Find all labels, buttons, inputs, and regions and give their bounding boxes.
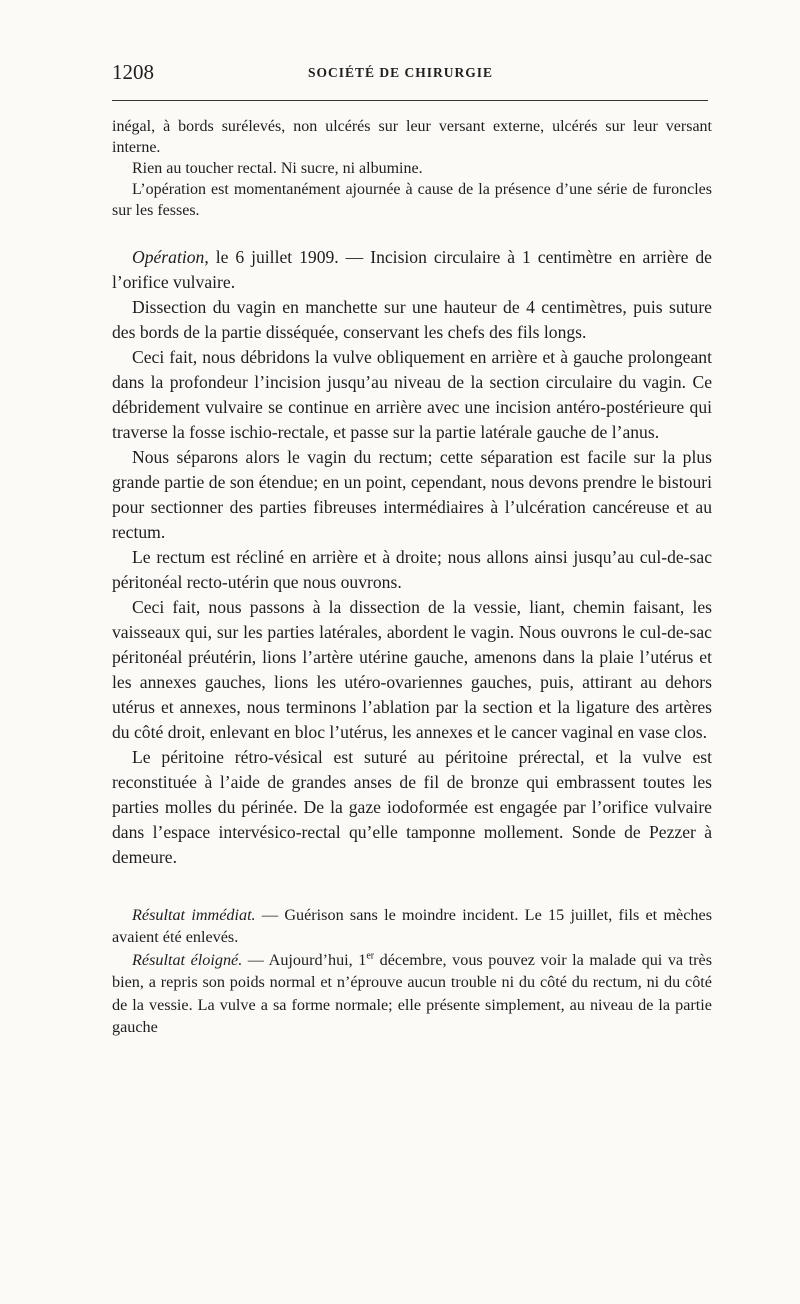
paragraph: Le péritoine rétro-vésical est suturé au péritoine prérectal, et la vulve est reconstituée à l’aide de grandes anses de fil de bronze qui embrassent toutes les parties molles du périnée. De la gaze iodoformée est engagée par l’orifice vulvaire dans l’espace intervésico-rectal qu’elle tamponne mollement. Sonde de Pezzer à demeure. bbox=[112, 747, 712, 867]
results-section bbox=[112, 904, 712, 1038]
header-rule bbox=[112, 100, 708, 101]
paragraph: Le rectum est récliné en arrière et à droite; nous allons ainsi jusqu’au cul-de-sac péritonéal recto-utérin que nous ouvrons. bbox=[112, 547, 712, 592]
running-title: SOCIÉTÉ DE CHIRURGIE bbox=[308, 65, 494, 80]
paragraph: Ceci fait, nous débridons la vulve obliquement en arrière et à gauche prolongeant dans la profondeur l’incision jusqu’au niveau de la section circulaire du vagin. Ce débridement vulvaire se continue en arrière avec une incision antéro-postérieure qui traverse la fosse ischio-rectale, et passe sur la partie latérale gauche de l’anus. bbox=[112, 347, 712, 442]
page-number: 1208 bbox=[112, 60, 154, 84]
paragraph: inégal, à bords surélevés, non ulcérés sur leur versant externe, ulcérés sur leur versant interne. bbox=[112, 118, 712, 156]
paragraph bbox=[112, 904, 712, 949]
page-header bbox=[112, 60, 712, 90]
paragraph: Rien au toucher rectal. Ni sucre, ni albumine. bbox=[132, 160, 423, 177]
result-remote-label: Résultat éloigné. bbox=[132, 950, 243, 969]
paragraph-text: décembre, vous pouvez voir la malade qui va très bien, a repris son poids normal et n’éprouve aucun trouble ni du côté du rectum, ni du côté de la vessie. La vulve a sa forme normale; elle présente simplement, au niveau de la partie gauche bbox=[112, 950, 712, 1037]
operation-heading: Opération bbox=[132, 247, 205, 267]
paragraph bbox=[112, 245, 712, 295]
case-observations bbox=[112, 116, 712, 221]
page-body bbox=[112, 116, 712, 1038]
result-immediate-label: Résultat immédiat. bbox=[132, 906, 256, 924]
operation-section bbox=[112, 245, 712, 870]
paragraph-text: , le 6 juillet 1909. — Incision circulaire à 1 centimètre en arrière de l’orifice vulvaire. bbox=[112, 247, 712, 292]
paragraph-text: — Guérison sans le moindre incident. Le 15 juillet, fils et mèches avaient été enlevés. bbox=[112, 906, 712, 947]
ordinal-superscript: er bbox=[366, 950, 375, 962]
paragraph bbox=[112, 949, 712, 1039]
paragraph: Nous séparons alors le vagin du rectum; cette séparation est facile sur la plus grande partie de son étendue; en un point, cependant, nous devons prendre le bistouri pour sectionner des parties fibreuses intermédiaires à l’ulcération cancéreuse et au rectum. bbox=[112, 447, 712, 542]
paragraph: Ceci fait, nous passons à la dissection de la vessie, liant, chemin faisant, les vaisseaux qui, sur les parties latérales, abordent le vagin. Nous ouvrons le cul-de-sac péritonéal préutérin, lions l’artère utérine gauche, amenons dans la plaie l’utérus et les annexes gauches, lions les utéro-ovariennes gauches, puis, attirant au dehors utérus et annexes, nous terminons l’ablation par la section et la ligature des artères du côté droit, enlevant en bloc l’utérus, les annexes et le cancer vaginal en vase clos. bbox=[112, 597, 712, 742]
paragraph: Dissection du vagin en manchette sur une hauteur de 4 centimètres, puis suture des bords de la partie disséquée, conservant les chefs des fils longs. bbox=[112, 297, 712, 342]
paragraph: L’opération est momentanément ajournée à cause de la présence d’une série de furoncles sur les fesses. bbox=[112, 181, 712, 219]
paragraph-text: — Aujourd’hui, 1 bbox=[242, 950, 367, 969]
